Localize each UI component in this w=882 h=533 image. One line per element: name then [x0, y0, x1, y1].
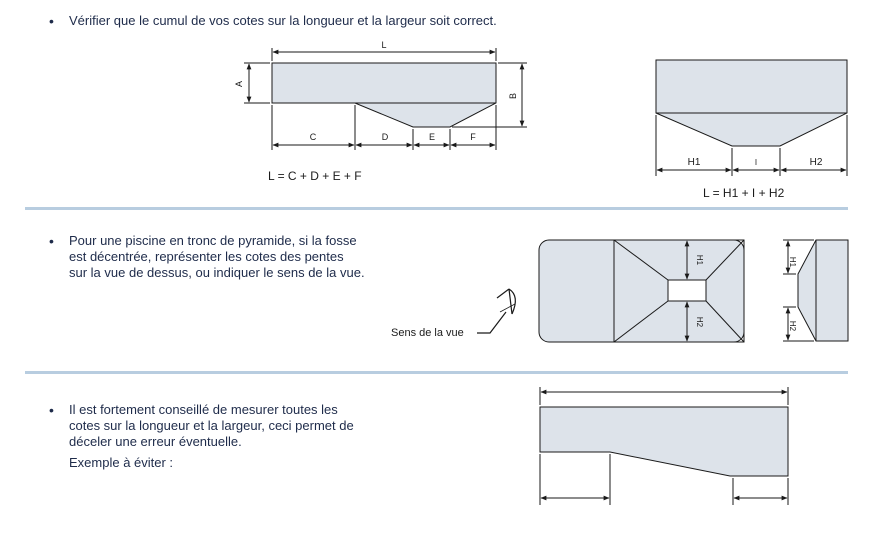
- label-I: I: [754, 158, 758, 167]
- label-H2: H2: [809, 157, 823, 168]
- bullet-pyramid-line-2: est décentrée, représenter les cotes des pentes: [69, 249, 344, 264]
- bullet-measure-line-2: cotes sur la longueur et la largeur, ceci permet de: [69, 418, 354, 433]
- figure-example-avoid: [540, 387, 788, 505]
- top-label-H2: H2: [695, 316, 704, 328]
- label-F: F: [470, 132, 476, 142]
- label-A: A: [234, 80, 244, 88]
- top-label-H1: H1: [695, 254, 704, 266]
- label-E: E: [428, 132, 436, 142]
- bullet-measure-line-3: déceler une erreur éventuelle.: [69, 434, 242, 449]
- label-C: C: [309, 132, 317, 142]
- bullet-pyramid-line-1: Pour une piscine en tronc de pyramide, si la fosse: [69, 233, 357, 248]
- label-L: L: [381, 40, 387, 50]
- formula-h1ih2: L = H1 + I + H2: [703, 186, 785, 200]
- example-label: Exemple à éviter :: [69, 455, 174, 470]
- formula-cdef: L = C + D + E + F: [268, 169, 362, 183]
- bullet-pyramid-line-3: sur la vue de dessus, ou indiquer le sens de la vue.: [69, 265, 365, 280]
- label-D: D: [381, 132, 389, 142]
- figure-top-view: [539, 240, 744, 342]
- side-label-H1: H1: [788, 256, 797, 268]
- eye-icon: [477, 289, 515, 333]
- label-H1: H1: [687, 157, 701, 168]
- view-direction-label: Sens de la vue: [391, 327, 464, 339]
- bullet-dot: •: [49, 13, 54, 29]
- side-label-H2: H2: [788, 320, 797, 332]
- bullet-measure-line-1: Il est fortement conseillé de mesurer toutes les: [69, 402, 338, 417]
- bullet-dot: •: [49, 402, 54, 418]
- bullet-verify-text: Vérifier que le cumul de vos cotes sur la longueur et la largeur soit correct.: [69, 13, 497, 28]
- bullet-dot: •: [49, 233, 54, 249]
- label-B: B: [508, 92, 518, 100]
